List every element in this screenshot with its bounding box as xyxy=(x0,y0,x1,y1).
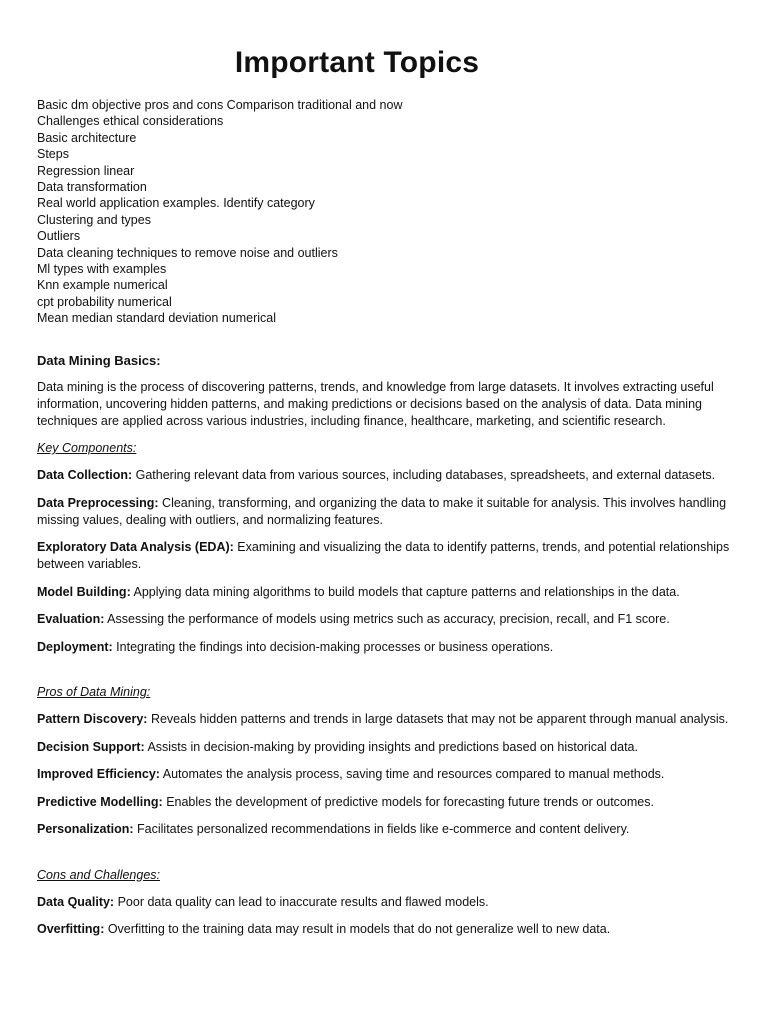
topic-item: Knn example numerical xyxy=(37,278,168,293)
definition: Assessing the performance of models using metrics such as accuracy, precision, recall, and F1 score. xyxy=(104,612,670,626)
term: Model Building: xyxy=(37,584,131,599)
term: Pattern Discovery: xyxy=(37,712,148,726)
definition: Facilitates personalized recommendations in fields like e-commerce and content delivery. xyxy=(133,822,630,836)
list-item xyxy=(37,611,740,628)
list-item xyxy=(37,711,740,728)
list-item xyxy=(37,539,740,573)
topic-item: Challenges ethical considerations xyxy=(37,114,224,129)
term: Data Quality: xyxy=(37,894,115,909)
list-item xyxy=(37,639,740,656)
definition: Examining and visualizing the data to identify patterns, trends, and potential relationships between variables. xyxy=(37,540,730,571)
term: Deployment: xyxy=(37,639,113,654)
definition: Gathering relevant data from various sources, including databases, spreadsheets, and external datasets. xyxy=(132,468,716,482)
term: Improved Efficiency: xyxy=(37,767,160,781)
cons-heading: Cons and Challenges: xyxy=(37,867,160,882)
term: Overfitting: xyxy=(37,922,105,936)
list-item xyxy=(37,584,740,601)
basics-heading: Data Mining Basics: xyxy=(37,353,161,368)
topic-item: cpt probability numerical xyxy=(37,294,172,309)
list-item xyxy=(37,794,740,811)
topic-item: Basic architecture xyxy=(37,130,137,145)
list-item xyxy=(37,495,740,529)
list-item xyxy=(37,821,740,838)
list-item xyxy=(37,766,740,783)
definition: Assists in decision-making by providing insights and predictions based on historical data. xyxy=(144,739,638,754)
topic-item: Basic dm objective pros and cons Comparison traditional and now xyxy=(37,98,403,112)
definition: Poor data quality can lead to inaccurate results and flawed models. xyxy=(114,894,489,909)
topic-item: Data cleaning techniques to remove noise and outliers xyxy=(37,245,338,260)
term: Data Preprocessing: xyxy=(37,495,159,510)
definition: Overfitting to the training data may result in models that do not generalize well to new data. xyxy=(104,922,611,936)
definition: Cleaning, transforming, and organizing the data to make it suitable for analysis. This involves handling missing values, dealing with outliers, and normalizing features. xyxy=(37,495,727,527)
list-item xyxy=(37,921,740,938)
key-components-heading: Key Components: xyxy=(37,441,137,455)
topic-item: Ml types with examples xyxy=(37,262,167,277)
list-item xyxy=(37,894,740,911)
topic-item: Clustering and types xyxy=(37,212,151,227)
basics-intro: Data mining is the process of discovering patterns, trends, and knowledge from large datasets. It involves extracting useful information, uncovering hidden patterns, and making predictions or decisions based on the analysis of data. Data mining techniques are applied across various industries, including finance, healthcare, marketing, and scientific research. xyxy=(37,380,714,428)
topic-item: Data transformation xyxy=(37,180,147,195)
pros-heading: Pros of Data Mining: xyxy=(37,685,151,699)
document-body xyxy=(37,352,740,949)
list-item xyxy=(37,739,740,756)
term: Decision Support: xyxy=(37,739,145,754)
topic-item: Steps xyxy=(37,147,69,162)
definition: Reveals hidden patterns and trends in large datasets that may not be apparent through manual analysis. xyxy=(147,712,729,726)
definition: Enables the development of predictive models for forecasting future trends or outcomes. xyxy=(162,794,654,809)
definition: Applying data mining algorithms to build models that capture patterns and relationships in the data. xyxy=(130,584,680,599)
topics-list xyxy=(37,97,402,327)
page-title: Important Topics xyxy=(234,46,480,79)
topic-item: Real world application examples. Identify category xyxy=(37,196,315,211)
term: Exploratory Data Analysis (EDA): xyxy=(37,540,234,554)
term: Evaluation: xyxy=(37,612,105,626)
term: Predictive Modelling: xyxy=(37,794,163,809)
term: Personalization: xyxy=(37,822,134,836)
definition: Automates the analysis process, saving time and resources compared to manual methods. xyxy=(159,767,665,781)
spacer xyxy=(37,849,740,867)
list-item xyxy=(37,467,740,484)
topic-item: Outliers xyxy=(37,229,81,244)
definition: Integrating the findings into decision-making processes or business operations. xyxy=(112,639,554,654)
spacer xyxy=(37,666,740,684)
topic-item: Regression linear xyxy=(37,163,135,178)
term: Data Collection: xyxy=(37,468,133,482)
topic-item: Mean median standard deviation numerical xyxy=(37,311,277,326)
